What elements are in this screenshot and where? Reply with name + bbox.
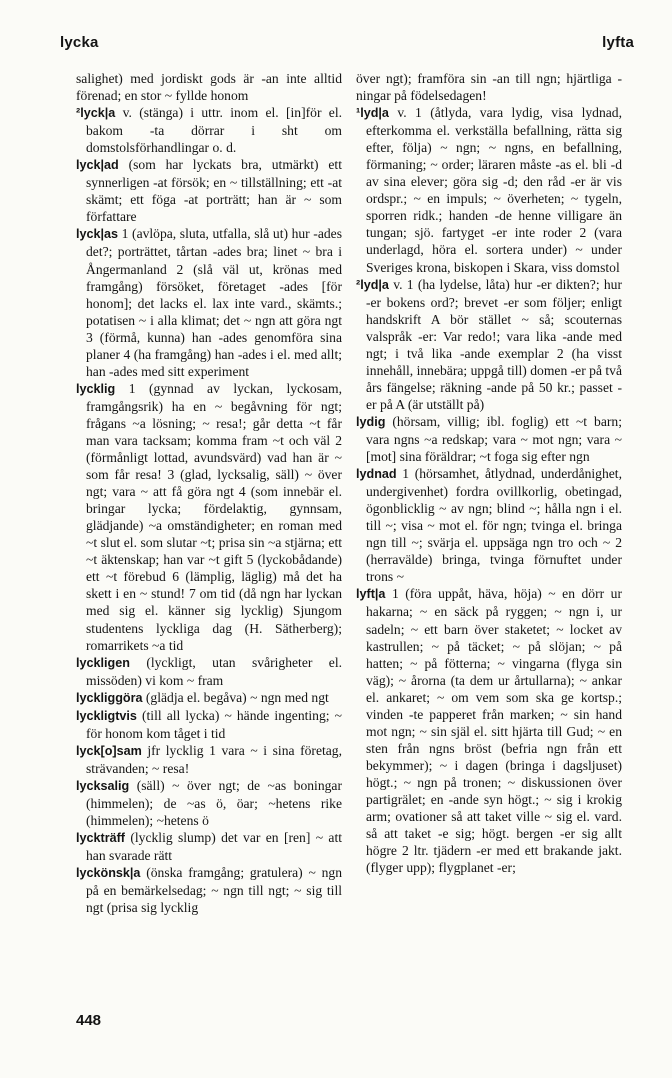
dictionary-entry — [76, 829, 342, 864]
dictionary-entry — [356, 276, 622, 413]
dictionary-entry — [76, 156, 342, 225]
dictionary-entry — [76, 380, 342, 654]
entry-headword: lyckligen — [76, 655, 130, 670]
entry-definition: v. 1 (åtlyda, vara lydig, visa lydnad, efterkomma el. verkställa befallning, rätta sig efter, följa) ~ ngn; ~ ngns, en befallning, förmaning; ~ order; läraren måste -as el. bli -d av sina elever; göra sig -d; den råd -er är vis ordspr.; ~ en impuls; ~ överheten; ~ tygeln, sporren ridk.; handen -de henne villigare än tungan; sjö. fartyget -er inte roder 2 (vara underlagd, höra el. sortera under) ~ under Sveriges krona, biskopen i Skara, viss domstol — [366, 105, 622, 275]
entry-headword: lyck|ad — [76, 158, 119, 173]
entry-headword: lyckliggöra — [76, 690, 143, 705]
dictionary-entry — [356, 104, 622, 275]
dictionary-entry — [356, 585, 622, 876]
dictionary-entry — [356, 70, 622, 104]
entry-definition: (hörsam, villig; ibl. foglig) ett ~t barn; vara ngns ~a redskap; vara ~ mot ngn; vara ~ [mot] sina föräldrar; ~t foga sig efter ngn — [366, 413, 622, 465]
entry-headword: lyckönsk|a — [76, 866, 141, 881]
right-column — [356, 70, 622, 876]
entry-definition: 1 (föra uppåt, häva, höja) ~ en dörr ur hakarna; ~ en säck på ryggen; ~ ngn i, ur sadeln; ~ ett barn över staketet; ~ locket av kastrullen; ~ på täcket; ~ på slöjan; ~ på hatten; ~ på fötterna; ~ vingarna (flyga sin väg); ~ årorna (ta dem ur årtullarna); ~ ankar el. ankaret; ~ om vem som ska ge kortsp.; vinden -te papperet från marken; ~ sin hand mot ngn; ~ sin själ el. sitt hjärta till Gud; ~ en sten från ngns bröst (befria ngn från ett bekymmer); ~ i dagen (bringa i dagsljuset) högt.; ~ ngn på tronen; ~ diskussionen över partigrälet; en -ande syn högt.; ~ sig i krokig arm; ovationer så att taket ville ~ sig el. vard. så att taket -e sig; högt. bergen -er sig allt högre 2 ltr. tjädern -er med ett brakande jakt. (flyger upp); flygplanet -er; — [366, 586, 622, 876]
dictionary-entry — [76, 654, 342, 689]
entry-definition: 1 (avlöpa, sluta, utfalla, slå ut) hur -ades det?; porträttet, tårtan -ades bra; linet ~ bra i Ångermanland 2 (slå väl ut, krönas med framgång) försöket, företaget -ades [för honom]; det lacks el. lax inte vard., skämts.; potatisen ~ i alla klimat; det ~ ngn att göra ngt 3 (förmå, kunna) han -ades genomföra sina planer 4 (ha framgång) han -ades i el. med allt; han -ades med sitt experiment — [86, 226, 342, 379]
entry-definition: (säll) ~ över ngt; de ~as boningar (himmelen); de ~as ö, öar; ~hetens rike (himmelen); ~hetens ö — [86, 777, 342, 829]
dictionary-entry — [76, 742, 342, 777]
entry-definition: salighet) med jordiskt gods är -an inte alltid förenad; en stor ~ fyllde honom — [76, 71, 342, 104]
entry-definition: v. 1 (ha lydelse, låta) hur -er dikten?; hur -er bokens ord?; brevet -er som följer; enligt handskrift A bör stället ~ så; scouternas valspråk -er: Var redo!; vara lika -ande med ngt; i två lika -ande exemplar 2 (ha visst innehåll, innebära; uppgå till) domen -er på två års fängelse; räkning -ande på 50 kr.; passet -er på A (är utställt på) — [366, 276, 622, 412]
entry-definition: v. (stänga) i uttr. inom el. [in]för el. bakom -ta dörrar i sht om domstolsförhandlingar o. d. — [86, 105, 342, 156]
entry-headword: lyck[o]sam — [76, 743, 142, 758]
entry-headword: ²lyd|a — [356, 277, 389, 292]
entry-definition: över ngt); framföra sin -an till ngn; hjärtliga -ningar på födelsedagen! — [356, 71, 622, 104]
entry-headword: lyckligtvis — [76, 708, 137, 723]
header-left-guide-word: lycka — [60, 34, 99, 51]
left-column — [76, 70, 342, 916]
entry-definition: 1 (gynnad av lyckan, lyckosam, framgångsrik) ha en ~ begåvning för ngt; frågans ~a lösning; ~ resa!; går detta ~t får man vara tacksam; komma fram ~t och väl 2 (förmånligt lottad, avundsvärd) vad han är ~ som får resa! 3 (glad, lycksalig, säll) ~ över ngt; vara ~ att få göra ngt 4 (som innebär el. bringar lycka; fördelaktig, gynnsam, glädjande) ~a omständigheter; en roman med ~t slut el. som slutar ~t; prisa sin ~a stjärna; ett ~t äktenskap; han var ~t gift 5 (lyckobådande) ett ~t förebud 6 (lämplig, läglig) må det ha skett i en ~ stund! 7 om tid (då ngn har lyckan med sig el. känner sig lycklig) Sjungom studentens lyckliga dag (H. Sätherberg); romarrikets ~a tid — [86, 380, 342, 653]
header-right-guide-word: lyfta — [602, 34, 634, 51]
dictionary-entry — [76, 689, 342, 707]
entry-headword: ¹lyd|a — [356, 106, 389, 121]
entry-definition: (glädja el. begåva) ~ ngn med ngt — [145, 689, 329, 705]
entry-headword: lydnad — [356, 467, 397, 482]
page-number: 448 — [76, 1012, 102, 1029]
entry-headword: lycklig — [76, 381, 116, 396]
entry-definition: (lyckligt, utan svårigheter el. missöden) vi kom ~ fram — [86, 654, 342, 688]
entry-headword: lydig — [356, 414, 386, 429]
entry-definition: (som har lyckats bra, utmärkt) ett synnerligen -at försök; en ~ tillställning; ett -at skämt; ett föga -at porträtt; han är ~ som författare — [86, 157, 342, 225]
dictionary-entry — [356, 465, 622, 585]
entry-definition: jfr lycklig 1 vara ~ i sina företag, strävanden; ~ resa! — [86, 742, 342, 776]
entry-definition: (önska framgång; gratulera) ~ ngn på en bemärkelsedag; ~ ngn till ngt; ~ sig till ngt (prisa sig lycklig — [86, 865, 342, 916]
entry-headword: lycksalig — [76, 778, 130, 793]
entry-definition: (till all lycka) ~ hände ingenting; ~ för honom kom tåget i tid — [86, 707, 342, 741]
dictionary-entry — [76, 104, 342, 156]
dictionary-entry — [76, 70, 342, 104]
dictionary-entry — [76, 225, 342, 379]
entry-definition: (lycklig slump) det var en [ren] ~ att han svarade rätt — [86, 830, 342, 864]
dictionary-entry — [76, 777, 342, 829]
entry-headword: ²lyck|a — [76, 106, 116, 121]
dictionary-entry — [76, 707, 342, 742]
dictionary-entry — [76, 864, 342, 916]
dictionary-entry — [356, 413, 622, 465]
entry-headword: lyckträff — [76, 831, 125, 846]
entry-definition: 1 (hörsamhet, åtlydnad, underdånighet, undergivenhet) fordra ovillkorlig, obetingad, ögonblicklig ~ av ngn; blind ~; hålla ngn i el. till ~; visa ~ mot el. för ngn; tvinga el. bringa ngn till ~; svärja el. uppsäga ngn tro och ~ 2 (herravälde) bringa, tvinga förnuftet under trons ~ — [366, 466, 622, 585]
entry-headword: lyft|a — [356, 587, 386, 602]
entry-headword: lyck|as — [76, 227, 119, 242]
